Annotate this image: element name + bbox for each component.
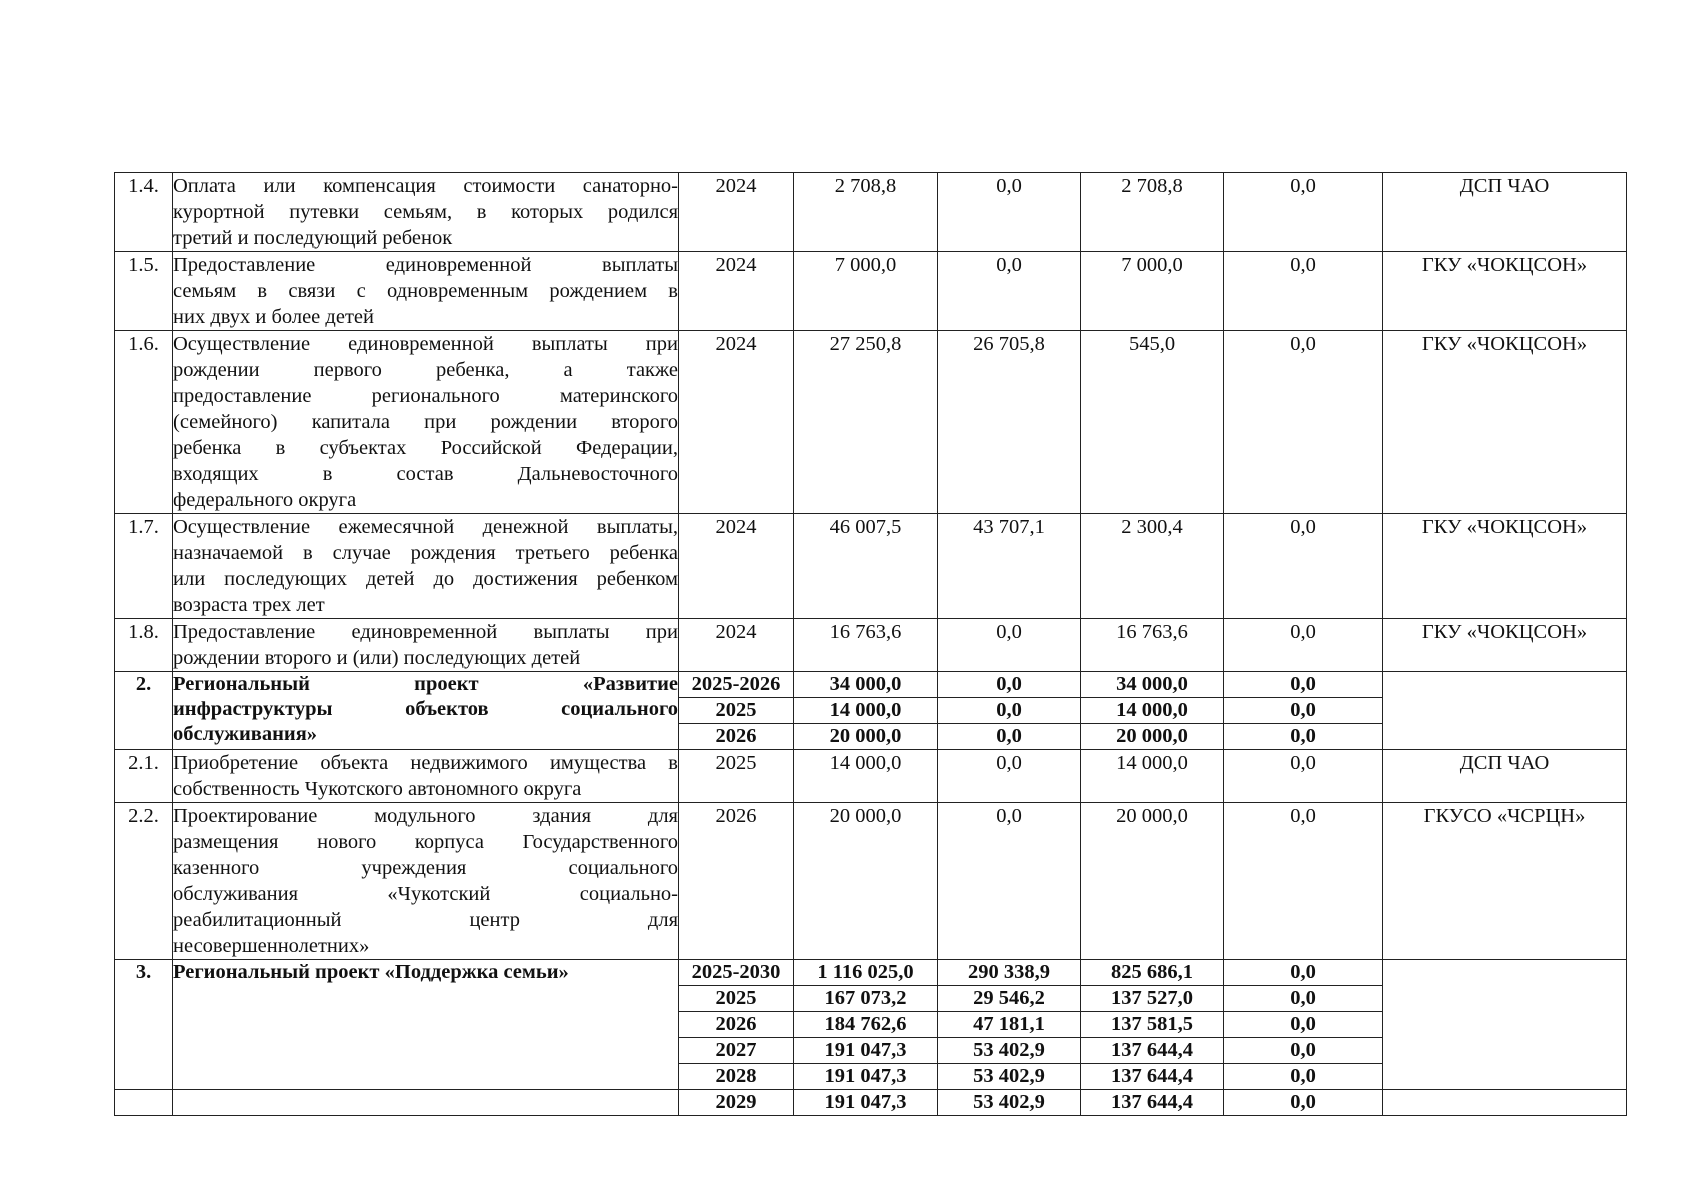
total-cell: 191 047,3	[794, 1038, 938, 1064]
federal-cell: 0,0	[938, 724, 1081, 750]
total-cell: 34 000,0	[794, 672, 938, 698]
period-cell: 2024	[679, 173, 794, 252]
federal-cell: 29 546,2	[938, 986, 1081, 1012]
activity-description	[173, 252, 679, 331]
row-number: 1.5.	[115, 252, 173, 331]
other-cell: 0,0	[1224, 1012, 1383, 1038]
description-line: собственность Чукотского автономного округа	[173, 778, 582, 800]
other-cell: 0,0	[1224, 1064, 1383, 1090]
description-line: казенного учреждения социального	[173, 857, 678, 879]
total-cell: 191 047,3	[794, 1064, 938, 1090]
federal-cell: 0,0	[938, 173, 1081, 252]
activity-description	[173, 514, 679, 619]
executor-cell: ДСП ЧАО	[1383, 173, 1627, 252]
federal-cell: 53 402,9	[938, 1090, 1081, 1116]
description-line: семьям в связи с одновременным рождением в	[173, 280, 678, 302]
description-line: рождении второго и (или) последующих детей	[173, 647, 581, 669]
project-row	[115, 672, 1627, 698]
other-cell: 0,0	[1224, 514, 1383, 619]
period-cell: 2026	[679, 724, 794, 750]
description-line: предоставление регионального материнского	[173, 385, 678, 407]
total-cell: 14 000,0	[794, 750, 938, 803]
description-line: Проектирование модульного здания для	[173, 805, 678, 827]
row-number: 2.1.	[115, 750, 173, 803]
period-cell: 2024	[679, 252, 794, 331]
description-line: реабилитационный центр для	[173, 909, 678, 931]
regional-cell: 545,0	[1081, 331, 1224, 514]
row-number: 1.4.	[115, 173, 173, 252]
description-line: обслуживания»	[173, 723, 318, 745]
federal-cell: 0,0	[938, 750, 1081, 803]
activity-description	[173, 803, 679, 960]
total-cell: 184 762,6	[794, 1012, 938, 1038]
continuation-row	[115, 1090, 1627, 1116]
other-cell: 0,0	[1224, 803, 1383, 960]
row-number: 2.2.	[115, 803, 173, 960]
total-cell: 16 763,6	[794, 619, 938, 672]
description-line: или последующих детей до достижения ребенком	[173, 568, 678, 590]
federal-cell: 47 181,1	[938, 1012, 1081, 1038]
executor-cell	[1383, 960, 1627, 1090]
other-cell: 0,0	[1224, 331, 1383, 514]
other-cell: 0,0	[1224, 672, 1383, 698]
row-number: 3.	[115, 960, 173, 1090]
description-line: назначаемой в случае рождения третьего ребенка	[173, 542, 678, 564]
regional-cell: 7 000,0	[1081, 252, 1224, 331]
regional-cell: 137 644,4	[1081, 1038, 1224, 1064]
period-cell: 2024	[679, 514, 794, 619]
period-cell: 2025-2030	[679, 960, 794, 986]
description-line: Оплата или компенсация стоимости санаторно-	[173, 175, 678, 197]
total-cell: 1 116 025,0	[794, 960, 938, 986]
description-line: несовершеннолетних»	[173, 935, 370, 957]
program-table	[114, 172, 1627, 1116]
other-cell: 0,0	[1224, 1038, 1383, 1064]
description-line: размещения нового корпуса Государственного	[173, 831, 678, 853]
period-cell: 2025-2026	[679, 672, 794, 698]
other-cell: 0,0	[1224, 986, 1383, 1012]
total-cell: 2 708,8	[794, 173, 938, 252]
row-number: 1.6.	[115, 331, 173, 514]
total-cell: 27 250,8	[794, 331, 938, 514]
federal-cell: 0,0	[938, 619, 1081, 672]
regional-cell: 825 686,1	[1081, 960, 1224, 986]
regional-cell: 20 000,0	[1081, 724, 1224, 750]
federal-cell: 0,0	[938, 252, 1081, 331]
regional-cell: 137 527,0	[1081, 986, 1224, 1012]
project-row	[115, 960, 1627, 986]
period-cell: 2028	[679, 1064, 794, 1090]
description-line: ребенка в субъектах Российской Федерации,	[173, 437, 678, 459]
other-cell: 0,0	[1224, 750, 1383, 803]
period-cell: 2024	[679, 619, 794, 672]
federal-cell: 0,0	[938, 698, 1081, 724]
period-cell: 2025	[679, 750, 794, 803]
description-line: третий и последующий ребенок	[173, 227, 453, 249]
federal-cell: 53 402,9	[938, 1064, 1081, 1090]
period-cell: 2026	[679, 803, 794, 960]
table-row	[115, 252, 1627, 331]
other-cell: 0,0	[1224, 619, 1383, 672]
executor-cell	[1383, 672, 1627, 750]
other-cell: 0,0	[1224, 960, 1383, 986]
table-row	[115, 803, 1627, 960]
table-row	[115, 331, 1627, 514]
regional-cell: 137 644,4	[1081, 1090, 1224, 1116]
description-line: Предоставление единовременной выплаты при	[173, 621, 678, 643]
total-cell: 20 000,0	[794, 724, 938, 750]
period-cell: 2026	[679, 1012, 794, 1038]
federal-cell: 26 705,8	[938, 331, 1081, 514]
regional-cell: 16 763,6	[1081, 619, 1224, 672]
activity-description	[173, 672, 679, 750]
other-cell: 0,0	[1224, 724, 1383, 750]
period-cell: 2025	[679, 986, 794, 1012]
total-cell: 14 000,0	[794, 698, 938, 724]
period-cell: 2024	[679, 331, 794, 514]
total-cell: 46 007,5	[794, 514, 938, 619]
description-line: (семейного) капитала при рождении второго	[173, 411, 678, 433]
other-cell: 0,0	[1224, 173, 1383, 252]
description-line: федерального округа	[173, 489, 357, 511]
total-cell: 191 047,3	[794, 1090, 938, 1116]
regional-cell: 14 000,0	[1081, 698, 1224, 724]
description-line: Приобретение объекта недвижимого имущества в	[173, 752, 678, 774]
activity-description	[173, 173, 679, 252]
regional-cell: 14 000,0	[1081, 750, 1224, 803]
federal-cell: 290 338,9	[938, 960, 1081, 986]
project-title: Региональный проект «Поддержка семьи»	[173, 960, 679, 1090]
federal-cell: 43 707,1	[938, 514, 1081, 619]
other-cell: 0,0	[1224, 1090, 1383, 1116]
executor-cell: ГКУ «ЧОКЦСОН»	[1383, 514, 1627, 619]
regional-cell: 2 708,8	[1081, 173, 1224, 252]
executor-cell	[1383, 1090, 1627, 1116]
regional-cell: 137 581,5	[1081, 1012, 1224, 1038]
total-cell: 20 000,0	[794, 803, 938, 960]
activity-description	[173, 1090, 679, 1116]
row-number: 1.7.	[115, 514, 173, 619]
period-cell: 2029	[679, 1090, 794, 1116]
row-number: 2.	[115, 672, 173, 750]
activity-description	[173, 750, 679, 803]
period-cell: 2025	[679, 698, 794, 724]
regional-cell: 137 644,4	[1081, 1064, 1224, 1090]
period-cell: 2027	[679, 1038, 794, 1064]
description-line: курортной путевки семьям, в которых родился	[173, 201, 678, 223]
regional-cell: 20 000,0	[1081, 803, 1224, 960]
activity-description	[173, 331, 679, 514]
total-cell: 167 073,2	[794, 986, 938, 1012]
total-cell: 7 000,0	[794, 252, 938, 331]
other-cell: 0,0	[1224, 252, 1383, 331]
description-line: рождении первого ребенка, а также	[173, 359, 678, 381]
row-number	[115, 1090, 173, 1116]
other-cell: 0,0	[1224, 698, 1383, 724]
activity-description	[173, 619, 679, 672]
regional-cell: 2 300,4	[1081, 514, 1224, 619]
federal-cell: 53 402,9	[938, 1038, 1081, 1064]
table-row	[115, 173, 1627, 252]
description-line: Осуществление ежемесячной денежной выплаты,	[173, 516, 678, 538]
table-row	[115, 750, 1627, 803]
table-row	[115, 514, 1627, 619]
description-line: Региональный проект «Развитие	[173, 673, 678, 695]
regional-cell: 34 000,0	[1081, 672, 1224, 698]
description-line: входящих в состав Дальневосточного	[173, 463, 678, 485]
description-line: Предоставление единовременной выплаты	[173, 254, 678, 276]
executor-cell: ДСП ЧАО	[1383, 750, 1627, 803]
table-row	[115, 619, 1627, 672]
executor-cell: ГКУ «ЧОКЦСОН»	[1383, 331, 1627, 514]
executor-cell: ГКУСО «ЧСРЦН»	[1383, 803, 1627, 960]
description-line: них двух и более детей	[173, 306, 374, 328]
description-line: Осуществление единовременной выплаты при	[173, 333, 678, 355]
row-number: 1.8.	[115, 619, 173, 672]
executor-cell: ГКУ «ЧОКЦСОН»	[1383, 252, 1627, 331]
federal-cell: 0,0	[938, 672, 1081, 698]
description-line: возраста трех лет	[173, 594, 325, 616]
description-line: инфраструктуры объектов социального	[173, 698, 678, 720]
executor-cell: ГКУ «ЧОКЦСОН»	[1383, 619, 1627, 672]
description-line: обслуживания «Чукотский социально-	[173, 883, 678, 905]
federal-cell: 0,0	[938, 803, 1081, 960]
